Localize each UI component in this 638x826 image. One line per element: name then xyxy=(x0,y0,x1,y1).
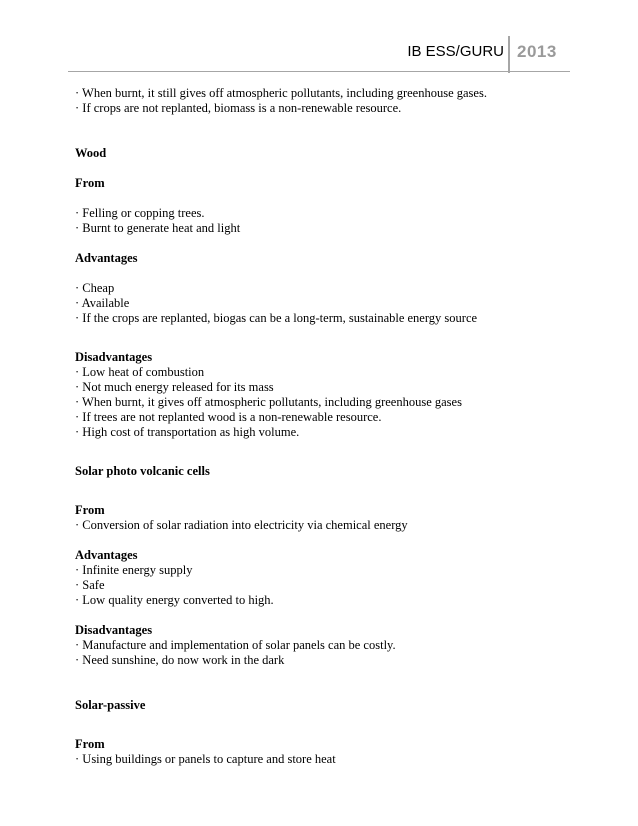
solar-pv-advantage-item: · Low quality energy converted to high. xyxy=(75,593,274,607)
solar-pv-advantages-heading: Advantages xyxy=(75,548,138,562)
solar-pv-advantage-item: · Infinite energy supply xyxy=(75,563,193,577)
wood-disadvantage-item: · Not much energy released for its mass xyxy=(75,380,274,394)
header-year: 2013 xyxy=(517,42,557,61)
solar-passive-from-item: · Using buildings or panels to capture and store heat xyxy=(75,752,336,766)
wood-advantage-item: · Available xyxy=(75,296,130,310)
section-title-solar-passive: Solar-passive xyxy=(75,698,146,712)
intro-line: · When burnt, it still gives off atmospheric pollutants, including greenhouse gases. xyxy=(75,86,487,100)
header-rule xyxy=(68,71,570,72)
solar-pv-disadvantage-item: · Manufacture and implementation of solar panels can be costly. xyxy=(75,638,396,652)
wood-advantage-item: · If the crops are replanted, biogas can be a long-term, sustainable energy source xyxy=(75,311,478,325)
wood-from-item: · Burnt to generate heat and light xyxy=(75,221,241,235)
solar-pv-from-item: · Conversion of solar radiation into electricity via chemical energy xyxy=(75,518,408,532)
solar-pv-disadvantages-heading: Disadvantages xyxy=(75,623,153,637)
wood-disadvantage-item: · High cost of transportation as high volume. xyxy=(75,425,300,439)
solar-pv-from-heading: From xyxy=(75,503,105,517)
section-title-wood: Wood xyxy=(75,146,107,160)
wood-advantage-item: · Cheap xyxy=(75,281,115,295)
page-header xyxy=(0,0,638,80)
wood-disadvantage-item: · When burnt, it gives off atmospheric pollutants, including greenhouse gases xyxy=(75,395,462,409)
section-title-solar-pv: Solar photo volcanic cells xyxy=(75,464,210,478)
header-separator xyxy=(508,36,510,73)
wood-disadvantage-item: · Low heat of combustion xyxy=(75,365,205,379)
solar-passive-from-heading: From xyxy=(75,737,105,751)
solar-pv-advantage-item: · Safe xyxy=(75,578,105,592)
intro-line: · If crops are not replanted, biomass is a non-renewable resource. xyxy=(75,101,402,115)
wood-disadvantages-heading: Disadvantages xyxy=(75,350,153,364)
wood-from-item: · Felling or copping trees. xyxy=(75,206,205,220)
wood-from-heading: From xyxy=(75,176,105,190)
wood-advantages-heading: Advantages xyxy=(75,251,138,265)
header-title: IB ESS/GURU xyxy=(407,43,504,60)
solar-pv-disadvantage-item: · Need sunshine, do now work in the dark xyxy=(75,653,285,667)
document-body xyxy=(75,86,575,767)
wood-disadvantage-item: · If trees are not replanted wood is a non-renewable resource. xyxy=(75,410,382,424)
